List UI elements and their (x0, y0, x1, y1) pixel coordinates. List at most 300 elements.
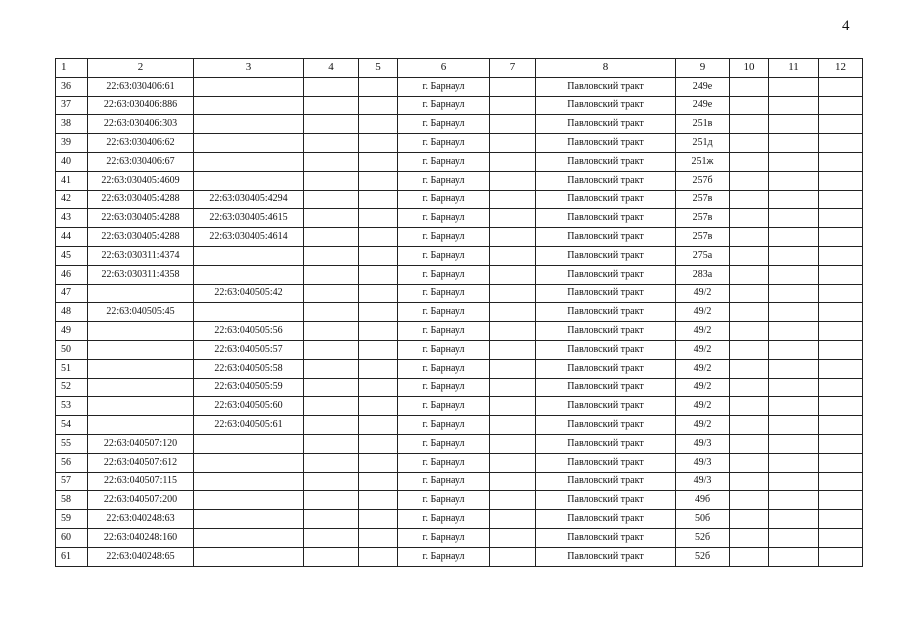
table-cell: г. Барнаул (398, 322, 490, 341)
table-row (56, 96, 863, 115)
table-cell: Павловский тракт (536, 265, 676, 284)
table-cell (730, 472, 769, 491)
table-cell (490, 171, 536, 190)
column-header: 9 (676, 59, 730, 78)
table-cell (304, 547, 359, 566)
table-cell: Павловский тракт (536, 96, 676, 115)
table-cell: 37 (56, 96, 88, 115)
table-cell (194, 152, 304, 171)
table-cell (490, 303, 536, 322)
table-cell: 39 (56, 134, 88, 153)
table-cell (819, 171, 863, 190)
table-cell (730, 397, 769, 416)
table-cell: 22:63:030406:67 (88, 152, 194, 171)
table-cell: 53 (56, 397, 88, 416)
table-cell (819, 228, 863, 247)
table-cell: г. Барнаул (398, 77, 490, 96)
page-number: 4 (842, 18, 850, 34)
table-cell (769, 209, 819, 228)
table-row (56, 265, 863, 284)
table-cell (769, 397, 819, 416)
table-cell (490, 96, 536, 115)
table-row (56, 322, 863, 341)
table-cell: 249е (676, 96, 730, 115)
table-cell: 22:63:040505:42 (194, 284, 304, 303)
table-cell (359, 528, 398, 547)
table-cell: Павловский тракт (536, 547, 676, 566)
table-cell: г. Барнаул (398, 228, 490, 247)
table-cell (490, 190, 536, 209)
table-cell (769, 416, 819, 435)
column-header: 12 (819, 59, 863, 78)
table-cell (359, 359, 398, 378)
table-cell: 49/3 (676, 453, 730, 472)
table-cell (490, 510, 536, 529)
table-cell (88, 397, 194, 416)
table-cell: Павловский тракт (536, 152, 676, 171)
table-cell (359, 171, 398, 190)
table-cell (88, 284, 194, 303)
table-cell: Павловский тракт (536, 491, 676, 510)
table-cell: г. Барнаул (398, 284, 490, 303)
table-cell: г. Барнаул (398, 359, 490, 378)
table-cell: 22:63:030405:4294 (194, 190, 304, 209)
table-cell: 22:63:030406:62 (88, 134, 194, 153)
table-cell (769, 378, 819, 397)
table-cell: 22:63:030405:4288 (88, 228, 194, 247)
table-cell: 22:63:040507:612 (88, 453, 194, 472)
table-row (56, 209, 863, 228)
table-cell: 46 (56, 265, 88, 284)
table-cell (359, 284, 398, 303)
table-cell (730, 453, 769, 472)
table-cell: 58 (56, 491, 88, 510)
table-cell (359, 453, 398, 472)
table-cell: 50 (56, 340, 88, 359)
table-cell: г. Барнаул (398, 96, 490, 115)
table-cell (304, 340, 359, 359)
column-header: 11 (769, 59, 819, 78)
table-cell (304, 472, 359, 491)
table-cell (359, 416, 398, 435)
table-cell (359, 547, 398, 566)
table-cell (194, 77, 304, 96)
table-cell (194, 246, 304, 265)
table-cell: 47 (56, 284, 88, 303)
table-cell (730, 284, 769, 303)
table-cell (769, 77, 819, 96)
table-cell: 22:63:030406:61 (88, 77, 194, 96)
table-cell (819, 190, 863, 209)
table-header (56, 59, 863, 78)
table-cell: 42 (56, 190, 88, 209)
table-cell: 45 (56, 246, 88, 265)
table-cell: 22:63:030406:886 (88, 96, 194, 115)
table-cell: г. Барнаул (398, 378, 490, 397)
table-cell: 257б (676, 171, 730, 190)
table-cell: 49 (56, 322, 88, 341)
table-cell (769, 115, 819, 134)
table-cell (730, 491, 769, 510)
table-cell: Павловский тракт (536, 190, 676, 209)
table-cell: 22:63:040505:58 (194, 359, 304, 378)
table-cell: 49/2 (676, 303, 730, 322)
table-cell: г. Барнаул (398, 265, 490, 284)
table-cell (304, 416, 359, 435)
table-cell: г. Барнаул (398, 303, 490, 322)
table-cell (359, 190, 398, 209)
table-row (56, 115, 863, 134)
table-cell (769, 303, 819, 322)
table-cell: 38 (56, 115, 88, 134)
table-row (56, 528, 863, 547)
table-cell: Павловский тракт (536, 171, 676, 190)
table-cell: 22:63:040507:120 (88, 434, 194, 453)
table-cell (819, 115, 863, 134)
table-cell: 36 (56, 77, 88, 96)
column-header: 2 (88, 59, 194, 78)
table-row (56, 416, 863, 435)
table-cell: 22:63:040248:63 (88, 510, 194, 529)
table-cell (359, 265, 398, 284)
table-row (56, 472, 863, 491)
table-cell: 49/2 (676, 397, 730, 416)
table-cell: Павловский тракт (536, 528, 676, 547)
table-cell: 52б (676, 547, 730, 566)
table-cell (819, 472, 863, 491)
registry-table (55, 58, 863, 567)
table-cell (490, 378, 536, 397)
table-cell: 251ж (676, 152, 730, 171)
table-cell: 22:63:040505:56 (194, 322, 304, 341)
column-header: 3 (194, 59, 304, 78)
table-row (56, 453, 863, 472)
table-cell: 49/3 (676, 434, 730, 453)
table-cell: 49/2 (676, 416, 730, 435)
table-cell (359, 303, 398, 322)
table-body (56, 77, 863, 566)
table-cell (304, 397, 359, 416)
table-row (56, 171, 863, 190)
table-cell (304, 510, 359, 529)
table-cell: 275а (676, 246, 730, 265)
table-cell (359, 510, 398, 529)
table-cell (769, 510, 819, 529)
table-cell: 283а (676, 265, 730, 284)
table-cell (304, 322, 359, 341)
table-cell (490, 322, 536, 341)
table-cell: Павловский тракт (536, 397, 676, 416)
table-cell (194, 472, 304, 491)
table-cell (769, 284, 819, 303)
table-cell (769, 472, 819, 491)
table-row (56, 284, 863, 303)
table-cell: 51 (56, 359, 88, 378)
table-cell (819, 397, 863, 416)
table-cell: 49б (676, 491, 730, 510)
table-cell (359, 152, 398, 171)
table-cell (359, 77, 398, 96)
table-cell: г. Барнаул (398, 190, 490, 209)
table-cell (730, 434, 769, 453)
table-cell (304, 209, 359, 228)
table-cell (490, 340, 536, 359)
table-cell (819, 284, 863, 303)
table-cell (819, 378, 863, 397)
table-cell (359, 96, 398, 115)
table-cell: г. Барнаул (398, 340, 490, 359)
table-cell (769, 434, 819, 453)
table-cell (304, 303, 359, 322)
table-row (56, 228, 863, 247)
table-cell (359, 115, 398, 134)
table-cell: Павловский тракт (536, 209, 676, 228)
table-cell: г. Барнаул (398, 547, 490, 566)
table-cell (769, 491, 819, 510)
table-cell (304, 434, 359, 453)
table-cell (769, 190, 819, 209)
table-cell: 22:63:040505:60 (194, 397, 304, 416)
table-cell (819, 359, 863, 378)
table-cell (769, 265, 819, 284)
table-cell: 44 (56, 228, 88, 247)
table-cell (194, 510, 304, 529)
table-cell: 57 (56, 472, 88, 491)
table-cell: 22:63:030405:4615 (194, 209, 304, 228)
table-cell (194, 453, 304, 472)
table-cell (304, 171, 359, 190)
table-cell (490, 134, 536, 153)
table-cell: г. Барнаул (398, 246, 490, 265)
table-cell (769, 359, 819, 378)
table-row (56, 510, 863, 529)
table-cell: 43 (56, 209, 88, 228)
table-row (56, 397, 863, 416)
table-cell (194, 96, 304, 115)
table-cell: 40 (56, 152, 88, 171)
table-cell: 22:63:040505:59 (194, 378, 304, 397)
table-cell (730, 209, 769, 228)
table-cell (819, 416, 863, 435)
table-cell: г. Барнаул (398, 491, 490, 510)
table-cell (490, 472, 536, 491)
table-cell: Павловский тракт (536, 134, 676, 153)
table-cell (819, 209, 863, 228)
table-cell (730, 340, 769, 359)
table-cell: Павловский тракт (536, 510, 676, 529)
table-row (56, 134, 863, 153)
table-cell (730, 134, 769, 153)
table-cell: Павловский тракт (536, 434, 676, 453)
table-cell: Павловский тракт (536, 303, 676, 322)
table-cell: 61 (56, 547, 88, 566)
table-cell: 22:63:030406:303 (88, 115, 194, 134)
table-cell: 49/2 (676, 284, 730, 303)
table-cell: г. Барнаул (398, 209, 490, 228)
table-cell: 251в (676, 115, 730, 134)
table-cell (769, 96, 819, 115)
table-cell (819, 434, 863, 453)
column-header: 1 (56, 59, 88, 78)
table-cell (769, 322, 819, 341)
table-cell (769, 171, 819, 190)
table-cell: 41 (56, 171, 88, 190)
table-row (56, 547, 863, 566)
table-cell (88, 359, 194, 378)
table-cell (730, 528, 769, 547)
table-cell (819, 510, 863, 529)
table-cell (490, 491, 536, 510)
table-cell (88, 340, 194, 359)
table-cell: г. Барнаул (398, 416, 490, 435)
table-cell (819, 246, 863, 265)
table-cell: 22:63:030405:4609 (88, 171, 194, 190)
table-cell (304, 378, 359, 397)
table-cell: 22:63:040248:160 (88, 528, 194, 547)
table-cell (359, 322, 398, 341)
table-cell: 257в (676, 209, 730, 228)
table-cell (304, 453, 359, 472)
table-cell: г. Барнаул (398, 397, 490, 416)
table-cell (490, 246, 536, 265)
table-cell (359, 397, 398, 416)
table-cell: 22:63:030405:4614 (194, 228, 304, 247)
table-cell (819, 152, 863, 171)
table-cell (819, 322, 863, 341)
table-cell: Павловский тракт (536, 359, 676, 378)
table-cell (359, 340, 398, 359)
table-row (56, 434, 863, 453)
table-cell (359, 246, 398, 265)
table-cell: Павловский тракт (536, 228, 676, 247)
table-cell: 49/3 (676, 472, 730, 491)
table-cell (194, 547, 304, 566)
table-cell: г. Барнаул (398, 453, 490, 472)
table-cell: Павловский тракт (536, 340, 676, 359)
table-cell: 60 (56, 528, 88, 547)
table-cell (490, 434, 536, 453)
table-cell: г. Барнаул (398, 434, 490, 453)
table-cell: Павловский тракт (536, 115, 676, 134)
table-cell (304, 134, 359, 153)
table-cell: 22:63:040505:57 (194, 340, 304, 359)
table-cell: 257в (676, 190, 730, 209)
table-cell: Павловский тракт (536, 284, 676, 303)
table-cell (819, 96, 863, 115)
table-cell (730, 378, 769, 397)
table-cell: 22:63:040505:45 (88, 303, 194, 322)
table-cell (490, 453, 536, 472)
table-cell (730, 416, 769, 435)
table-cell (194, 434, 304, 453)
table-cell (769, 152, 819, 171)
table-cell (359, 491, 398, 510)
table-cell (819, 265, 863, 284)
table-cell (490, 397, 536, 416)
table-cell (194, 265, 304, 284)
table-cell (490, 77, 536, 96)
table-cell: 249е (676, 77, 730, 96)
table-cell (730, 96, 769, 115)
table-cell (359, 134, 398, 153)
table-cell (359, 434, 398, 453)
table-cell: 49/2 (676, 359, 730, 378)
table-cell: 52б (676, 528, 730, 547)
table-cell (730, 152, 769, 171)
table-cell (194, 491, 304, 510)
table-row (56, 359, 863, 378)
table-cell (304, 284, 359, 303)
table-cell (359, 228, 398, 247)
table-cell: Павловский тракт (536, 378, 676, 397)
table-cell: 22:63:030405:4288 (88, 190, 194, 209)
table-cell (730, 246, 769, 265)
column-header: 5 (359, 59, 398, 78)
table-cell: 49/2 (676, 378, 730, 397)
table-cell: 50б (676, 510, 730, 529)
table-cell: 22:63:040248:65 (88, 547, 194, 566)
table-cell (304, 359, 359, 378)
table-cell (304, 190, 359, 209)
column-header: 7 (490, 59, 536, 78)
table-cell: г. Барнаул (398, 528, 490, 547)
table-cell (490, 359, 536, 378)
table-cell: 22:63:030311:4358 (88, 265, 194, 284)
table-cell (769, 340, 819, 359)
table-cell: 22:63:040505:61 (194, 416, 304, 435)
table-cell (819, 453, 863, 472)
table-cell: 59 (56, 510, 88, 529)
table-cell: 257в (676, 228, 730, 247)
table-cell: Павловский тракт (536, 77, 676, 96)
table-row (56, 340, 863, 359)
table-cell (769, 453, 819, 472)
table-cell (730, 190, 769, 209)
table-cell (194, 528, 304, 547)
table-row (56, 152, 863, 171)
column-header: 4 (304, 59, 359, 78)
table-cell (194, 134, 304, 153)
table-cell: 22:63:040507:115 (88, 472, 194, 491)
header-row (56, 59, 863, 78)
table-cell (304, 491, 359, 510)
table-cell: 48 (56, 303, 88, 322)
table-cell (819, 134, 863, 153)
table-cell (819, 303, 863, 322)
column-header: 10 (730, 59, 769, 78)
table-cell (819, 491, 863, 510)
table-cell (304, 77, 359, 96)
table-row (56, 303, 863, 322)
table-cell (730, 228, 769, 247)
table-cell: Павловский тракт (536, 416, 676, 435)
table-cell (88, 322, 194, 341)
table-cell: Павловский тракт (536, 472, 676, 491)
table-cell (730, 547, 769, 566)
table-cell (490, 209, 536, 228)
table-cell (730, 77, 769, 96)
table-cell (490, 115, 536, 134)
table-cell: г. Барнаул (398, 152, 490, 171)
table-cell: Павловский тракт (536, 246, 676, 265)
column-header: 8 (536, 59, 676, 78)
table-cell (304, 246, 359, 265)
table-cell: 22:63:030405:4288 (88, 209, 194, 228)
table-cell (819, 528, 863, 547)
table-cell: 49/2 (676, 340, 730, 359)
table-cell (88, 416, 194, 435)
table-cell (769, 246, 819, 265)
